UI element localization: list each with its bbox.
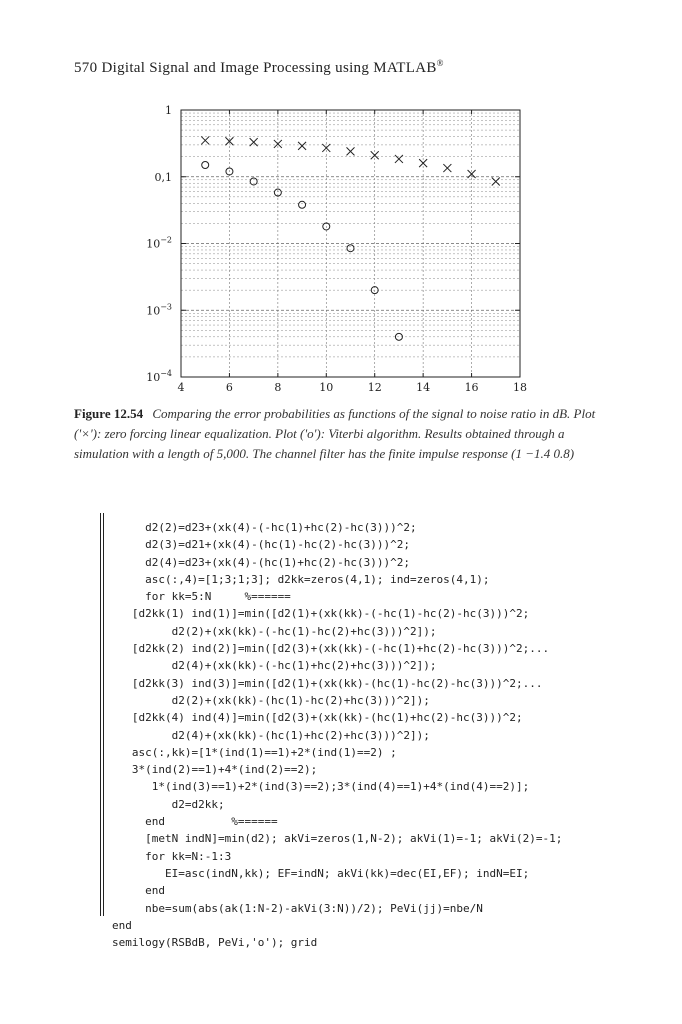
x-tick-labels (178, 381, 528, 394)
code-line: d2(4)=d23+(xk(4)-(hc(1)+hc(2)-hc(3)))^2; (112, 555, 411, 569)
error-probability-chart (0, 0, 682, 400)
x-marker-point (419, 159, 427, 167)
code-line: for kk=N:-1:3 (112, 849, 232, 863)
x-tick-label: 16 (464, 381, 479, 394)
code-line: d2(2)=d23+(xk(4)-(-hc(1)+hc(2)-hc(3)))^2; (112, 521, 417, 534)
code-line: d2(4)+(xk(kk)-(hc(1)+hc(2)+hc(3)))^2]); (112, 728, 430, 742)
x-marker-point (347, 147, 355, 155)
code-line: 3*(ind(2)==1)+4*(ind(2)==2); (112, 763, 318, 777)
y-tick-label-exponent: −4 (160, 369, 172, 378)
o-marker-point (347, 245, 354, 252)
x-tick-label: 8 (274, 381, 282, 394)
x-tick-label: 14 (416, 381, 431, 394)
y-tick-label-base: 10 (146, 237, 161, 251)
book-title: Digital Signal and Image Processing using MATLAB (101, 60, 437, 76)
code-line: end %====== (112, 815, 278, 829)
page-number: 570 (74, 60, 98, 76)
o-marker-point (299, 201, 306, 208)
x-marker-point (298, 142, 306, 150)
code-line: [d2kk(1) ind(1)]=min([d2(1)+(xk(kk)-(-hc(1)-hc(2)-hc(3)))^2; (112, 607, 530, 621)
x-tick-label: 12 (367, 381, 382, 394)
code-line: [d2kk(4) ind(4)]=min([d2(3)+(xk(kk)-(hc(1)+hc(2)-hc(3)))^2; (112, 711, 523, 725)
code-listing (100, 513, 644, 950)
code-line: end (112, 918, 132, 932)
figure-caption (74, 404, 614, 464)
x-tick-label: 6 (225, 381, 233, 394)
code-line: d2=d2kk; (112, 797, 225, 811)
y-tick-label (165, 104, 172, 117)
chart-grid (181, 110, 520, 377)
y-tick-label (146, 369, 172, 384)
y-tick-label-base: 0,1 (154, 170, 172, 184)
y-tick-label-base: 1 (165, 104, 172, 117)
figure-label: Figure 12.54 (74, 406, 144, 421)
code-line: asc(:,kk)=[1*(ind(1)==1)+2*(ind(1)==2) ; (112, 745, 397, 759)
code-line: d2(2)+(xk(kk)-(-hc(1)-hc(2)+hc(3)))^2]); (112, 624, 437, 638)
code-line: [metN indN]=min(d2); akVi=zeros(1,N-2); akVi(1)=-1; akVi(2)=-1; (112, 832, 563, 846)
code-line: 1*(ind(3)==1)+2*(ind(3)==2);3*(ind(4)==1)+4*(ind(4)==2)]; (112, 780, 530, 794)
x-marker-point (492, 177, 500, 185)
x-tick-label: 10 (319, 381, 334, 394)
x-marker-point (395, 155, 403, 163)
x-tick-label: 4 (177, 381, 185, 394)
chart-series (201, 136, 500, 340)
y-tick-label-exponent: −2 (160, 235, 172, 245)
code-line: [d2kk(2) ind(2)]=min([d2(3)+(xk(kk)-(-hc(1)+hc(2)-hc(3)))^2;... (112, 642, 550, 656)
y-tick-label-base: 10 (146, 371, 161, 384)
x-marker-point (201, 136, 209, 144)
o-marker-point (250, 178, 257, 185)
code-line: [d2kk(3) ind(3)]=min([d2(1)+(xk(kk)-(hc(1)-hc(2)-hc(3)))^2;... (112, 676, 543, 690)
code-line: for kk=5:N %====== (112, 590, 291, 604)
x-tick-label: 18 (513, 381, 527, 394)
code-line: EI=asc(indN,kk); EF=indN; akVi(kk)=dec(EI,EF); indN=EI; (112, 866, 530, 880)
figure-caption-text: Comparing the error probabilities as functions of the signal to noise ratio in dB. Plot ('×'): zero forcing linear equalization. Plot ('o'): Viterbi algorithm. Results obtained through a simulation with a length of 5,000. The channel filter has the finite impulse response (1 −1.4 0.8) (74, 406, 596, 461)
code-line: d2(4)+(xk(kk)-(-hc(1)+hc(2)+hc(3)))^2]); (112, 659, 437, 673)
code-line: nbe=sum(abs(ak(1:N-2)-akVi(3:N))/2); PeVi(jj)=nbe/N (112, 901, 483, 915)
o-marker-point (202, 161, 209, 168)
y-tick-label-exponent: −3 (160, 302, 172, 312)
y-tick-label (146, 302, 172, 317)
code-line: semilogy(RSBdB, PeVi,'o'); grid (112, 936, 318, 950)
y-tick-label (146, 236, 172, 251)
code-line: d2(2)+(xk(kk)-(hc(1)-hc(2)+hc(3)))^2]); (112, 693, 430, 707)
code-line: d2(3)=d21+(xk(4)-(hc(1)-hc(2)-hc(3)))^2; (112, 538, 411, 552)
matlab-code (112, 519, 562, 951)
x-marker-point (443, 164, 451, 172)
y-tick-label-base: 10 (146, 304, 161, 318)
y-tick-labels (146, 104, 172, 384)
code-line: end (112, 884, 165, 898)
trademark-symbol: ® (436, 58, 444, 68)
code-line: asc(:,4)=[1;3;1;3]; d2kk=zeros(4,1); ind=zeros(4,1); (112, 572, 490, 586)
y-tick-label (155, 171, 173, 184)
